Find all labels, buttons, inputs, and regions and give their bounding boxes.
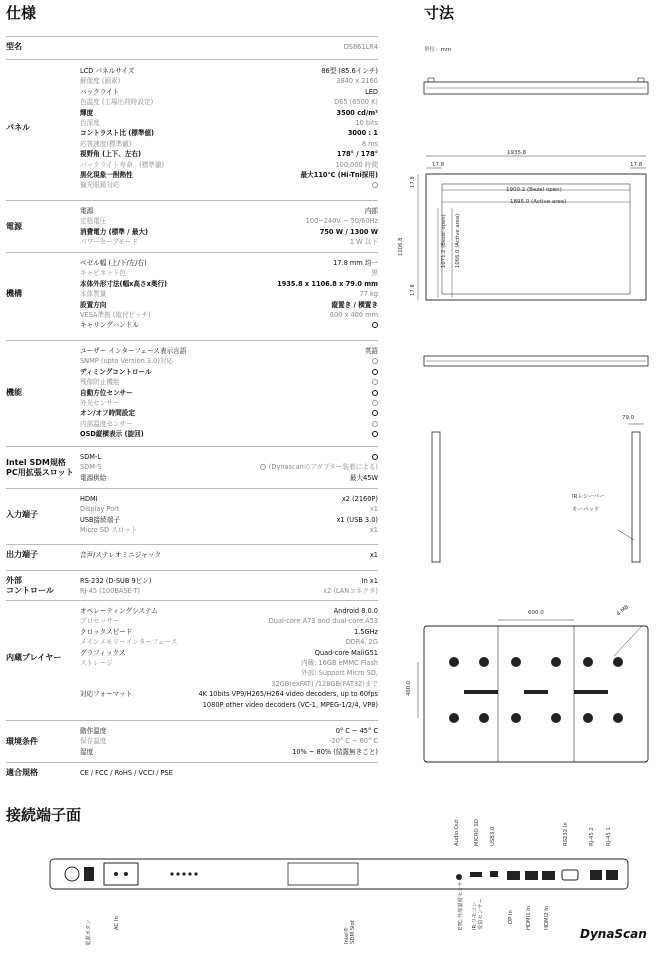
spec-value: [372, 429, 378, 439]
spec-row: [80, 586, 378, 596]
spec-label: USB接続端子: [80, 515, 120, 524]
section-title: 電源: [6, 221, 22, 231]
port-dp-in-label: DP In: [508, 910, 514, 924]
spec-label: バックライト: [80, 87, 120, 96]
spec-value: 10% ~ 80% (結露無きこと): [292, 747, 378, 756]
spec-label: 動作温度: [80, 727, 107, 735]
spec-row: [80, 118, 378, 128]
spec-row: [80, 616, 378, 626]
spec-row: [80, 300, 378, 310]
spec-row: [80, 160, 378, 170]
supported-circle-icon: [372, 322, 378, 328]
spec-label: 湿度: [80, 747, 94, 756]
port-ir-sensor-label: IR:リモコン 受信センサー: [472, 898, 484, 930]
port-audio-out-label: Audio Out: [454, 819, 460, 846]
spec-row: [80, 504, 378, 514]
spec-label: 残像防止機能: [80, 378, 120, 387]
spec-row: [80, 747, 378, 757]
spec-row: [80, 658, 378, 668]
spec-label: 色温度 (工場出荷時設定): [80, 98, 154, 107]
spec-row: [80, 237, 378, 247]
spec-row: [80, 377, 378, 387]
spec-value: x2 (2160P): [341, 495, 378, 503]
dim-total-height: 1106.8: [398, 237, 404, 256]
spec-label: 電源供給: [80, 473, 107, 482]
spec-value: [372, 398, 378, 408]
section-title: 機構: [6, 289, 22, 299]
spec-value: 3840 x 2160: [336, 77, 378, 86]
spec-label: ベゼル幅 (上/下/左/右): [80, 259, 147, 267]
spec-row: [80, 726, 378, 736]
spec-label: VESA準拠 (取付ピッチ): [80, 311, 151, 319]
spec-value: [372, 367, 378, 377]
section-title: 型名: [6, 42, 22, 52]
spec-label: キャリングハンドル: [80, 321, 139, 330]
spec-row: [80, 679, 378, 689]
spec-value: [372, 419, 378, 429]
spec-value: 4K 10bits VP9/H265/H264 video decoders, up to 60fps: [198, 690, 378, 699]
spec-value: [372, 452, 378, 462]
spec-row: [80, 356, 378, 366]
section-divider: [6, 544, 378, 545]
section-divider: [6, 59, 378, 60]
port-power-button-label: 電源ボタン: [86, 919, 92, 946]
port-etc-sensor-label: ETC:外部温度センサー: [458, 875, 464, 930]
spec-label: 電源: [80, 207, 94, 215]
top-view-drawing: [424, 76, 650, 98]
spec-row: [80, 258, 378, 268]
spec-value: x1: [369, 551, 378, 559]
dim-screw: 4-M8: [615, 604, 631, 618]
spec-label: クロックスピード: [80, 627, 133, 636]
units-label: 単位：mm: [424, 47, 452, 53]
spec-row: [80, 768, 378, 778]
spec-label: CE / FCC / RoHS / VCCI / PSE: [80, 769, 173, 777]
spec-value: 17.8 mm 均一: [333, 259, 378, 267]
spec-row: [80, 108, 378, 118]
spec-value: 英語: [364, 347, 378, 355]
spec-row: [80, 227, 378, 237]
section-divider: [6, 570, 378, 571]
spec-label: 本体質量: [80, 290, 107, 299]
spec-value: 32GB(exFAT) /128GB(FAT32)まで: [271, 679, 378, 688]
spec-row: [80, 398, 378, 408]
section-divider: [6, 600, 378, 601]
spec-value: [372, 320, 378, 330]
spec-label: RS-232 (D-SUB 9ピン): [80, 577, 152, 585]
spec-value: 750 W / 1300 W: [319, 227, 378, 236]
spec-row: [80, 515, 378, 525]
spec-value: [372, 408, 378, 418]
spec-value: In x1: [361, 577, 378, 585]
spec-label: 自動方位センサー: [80, 388, 133, 397]
dim-bezel-bottom: 17.8: [410, 284, 416, 296]
spec-row: [80, 268, 378, 278]
spec-row: [80, 97, 378, 107]
section-divider: [6, 720, 378, 721]
spec-label: SDM-L: [80, 453, 102, 461]
section-divider: [6, 340, 378, 341]
spec-label: 偏光眼鏡対応: [80, 181, 120, 190]
spec-row: [80, 429, 378, 439]
spec-value: 内部: [364, 207, 378, 215]
section-divider: [6, 252, 378, 253]
spec-row: [80, 216, 378, 226]
dim-vesa-width: 600.0: [528, 610, 544, 616]
spec-label: Display Port: [80, 505, 120, 514]
spec-row: [80, 388, 378, 398]
dim-total-width: 1935.8: [507, 150, 527, 156]
spec-label: 設置方向: [80, 300, 107, 309]
bottom-view-drawing: [424, 354, 650, 370]
spec-value: 178° / 178°: [336, 150, 378, 159]
spec-row: [80, 310, 378, 320]
spec-value: [260, 462, 378, 472]
spec-row: [80, 180, 378, 190]
spec-row: [80, 279, 378, 289]
spec-value: DDR4, 2G: [345, 638, 378, 647]
spec-label: 輝度: [80, 108, 94, 117]
spec-value: 600 x 400 mm: [329, 311, 378, 319]
spec-label: プロセッサー: [80, 617, 120, 626]
section-title: 機能: [6, 387, 22, 397]
supported-circle-icon: [372, 369, 378, 375]
spec-row: [80, 494, 378, 504]
spec-row: [80, 462, 378, 472]
section-divider: [6, 488, 378, 489]
spec-row: [80, 668, 378, 678]
spec-label: ディミングコントロール: [80, 367, 152, 376]
spec-value: LED: [365, 87, 378, 96]
spec-value: 1935.8 x 1106.8 x 79.0 mm: [277, 279, 378, 288]
spec-row: [80, 689, 378, 699]
spec-label: グラフィックス: [80, 648, 126, 657]
spec-value: Android 8.0.0: [333, 607, 378, 615]
spec-value: [372, 356, 378, 366]
spec-heading: 仕様: [6, 4, 37, 22]
spec-row: [80, 320, 378, 330]
port-sdm-slot-label: Intel® SDM Slot: [344, 920, 356, 944]
spec-value: 3500 cd/m²: [336, 108, 378, 117]
spec-value: [372, 377, 378, 387]
spec-label: Micro SD スロット: [80, 526, 138, 535]
section-title: 外部 コントロール: [6, 576, 54, 596]
port-rj45-2-label: RJ-45 2: [589, 827, 595, 846]
spec-label: 黒化現象一酎熱性: [80, 171, 133, 179]
spec-value: 最大45W: [349, 473, 378, 482]
dim-active-height: 1066.0 (Active area): [455, 213, 461, 268]
spec-label: オペレーティングシステム: [80, 607, 158, 615]
ir-receiver-label: IRレシーバー: [572, 494, 605, 500]
supported-circle-icon: [372, 431, 378, 437]
dim-active-width: 1895.0 (Active area): [510, 199, 567, 205]
dynascan-logo: DynaScan: [580, 927, 647, 941]
section-title: Intel SDM規格 PC用拡張スロット: [6, 457, 74, 477]
spec-label: ユーザー インターフェース表示言語: [80, 347, 187, 355]
spec-value: x1 (USB 3.0): [336, 515, 378, 524]
spec-value: 黒: [371, 269, 378, 278]
spec-label: 定格電圧: [80, 217, 107, 226]
spec-row: [80, 576, 378, 586]
spec-value: D65 (6500 K): [334, 98, 378, 107]
spec-row: [80, 550, 378, 560]
supported-circle-icon: [372, 379, 378, 385]
spec-value: 10 bits: [355, 119, 378, 127]
spec-label: SDM-S: [80, 463, 102, 472]
spec-value: 0° C ~ 45° C: [335, 727, 378, 735]
spec-label: ストレージ: [80, 659, 113, 667]
spec-row: [80, 648, 378, 658]
section-divider: [6, 446, 378, 447]
supported-circle-icon: [372, 182, 378, 188]
supported-circle-icon: [372, 410, 378, 416]
spec-row: [80, 149, 378, 159]
spec-row: [80, 452, 378, 462]
spec-label: LCD パネルサイズ: [80, 67, 135, 75]
spec-row: [80, 76, 378, 86]
supported-circle-icon: [372, 421, 378, 427]
spec-row: [80, 346, 378, 356]
dimensions-heading: 寸法: [424, 4, 455, 22]
spec-row: [80, 419, 378, 429]
spec-value: 外部: Support Micro SD,: [301, 669, 378, 678]
spec-row: [80, 128, 378, 138]
section-title: 適合規格: [6, 768, 38, 778]
section-divider: [6, 36, 378, 37]
spec-value: Dual-core A73 and dual-core A53: [268, 617, 378, 626]
spec-value: 8 ms: [361, 139, 378, 148]
spec-row: [80, 736, 378, 746]
dim-bezel-top: 17.8: [410, 176, 416, 188]
spec-label: 対応フォーマット: [80, 690, 133, 699]
spec-row: [80, 637, 378, 647]
port-usb-label: USB3.0: [490, 826, 496, 846]
spec-value: x2 (LANコネクタ): [323, 587, 378, 596]
keypad-label: キーパッド: [572, 507, 600, 513]
supported-circle-icon: [372, 358, 378, 364]
spec-label: 外光センサー: [80, 399, 120, 407]
spec-value: DS861LR4: [343, 43, 378, 51]
spec-label: 音声/ステレオミニジャック: [80, 551, 161, 559]
spec-value: Quad-core MaliG51: [314, 648, 378, 657]
spec-row: [80, 87, 378, 97]
spec-value: 1 W 以下: [349, 238, 378, 247]
spec-value: [372, 180, 378, 190]
side-views-drawing: [428, 420, 658, 570]
supported-circle-icon: [372, 390, 378, 396]
spec-value: [372, 388, 378, 398]
spec-value: x1: [369, 526, 378, 535]
spec-row: [80, 66, 378, 76]
spec-row: [80, 289, 378, 299]
ports-heading: 接続端子面: [6, 806, 82, 824]
spec-row: [80, 206, 378, 216]
spec-label: HDMI: [80, 495, 98, 503]
spec-label: 保存温度: [80, 737, 107, 746]
spec-value: 縦置き / 横置き: [331, 300, 378, 309]
spec-label: 本体外形寸法(幅x高さx奥行): [80, 279, 168, 288]
spec-label: パワーセーブモード: [80, 238, 139, 247]
spec-label: コントラスト比 (標準値): [80, 129, 155, 138]
spec-value: 86型 (85.6インチ): [321, 67, 378, 75]
spec-label: メインメモリーインターフェース: [80, 638, 178, 647]
spec-value: 1080P other video decoders (VC-1, MPEG-1/2/4, VP8): [202, 700, 378, 709]
section-title: 出力端子: [6, 550, 38, 560]
spec-label: 解像度 (画素): [80, 77, 121, 86]
spec-label: バックライト寿命 (標準値): [80, 160, 165, 169]
section-title: 入力端子: [6, 509, 38, 519]
spec-label: キャビネット色: [80, 269, 127, 278]
spec-label: RJ-45 (100BASE-T): [80, 587, 141, 596]
spec-label: 視野角 (上下、左右): [80, 150, 142, 159]
spec-value: 1.5GHz: [353, 627, 378, 636]
spec-label: 内部温度センサー: [80, 419, 133, 428]
dim-depth: 79.0: [622, 415, 635, 421]
spec-label: オン/オフ時間設定: [80, 409, 135, 418]
spec-value: 内蔵: 16GB eMMC Flash: [300, 659, 378, 667]
section-title: 環境条件: [6, 736, 38, 746]
spec-row: [80, 139, 378, 149]
supported-circle-icon: [260, 464, 266, 470]
port-hdmi2-label: HDMI2 In: [544, 905, 550, 930]
spec-value: x1: [369, 505, 378, 514]
port-rs232-label: RS232 In: [563, 822, 569, 846]
section-divider: [6, 200, 378, 201]
spec-value: 77 kg: [359, 290, 378, 299]
supported-circle-icon: [372, 400, 378, 406]
spec-value: 100~240V ~ 50/60Hz: [305, 217, 378, 226]
port-micro-sd-label: MICRO SD: [474, 819, 480, 846]
spec-row: [80, 606, 378, 616]
dim-bezel-left: 17.8: [432, 162, 445, 168]
spec-value: -20° C ~ 60° C: [329, 737, 378, 746]
spec-label: 応答速度(標準値): [80, 139, 132, 148]
port-hdmi1-label: HDMI1 In: [526, 905, 532, 930]
dim-bezel-right: 17.8: [630, 162, 643, 168]
section-divider: [6, 762, 378, 763]
spec-value: 100,000 時間: [335, 160, 378, 169]
dim-bezel-open-height: 1071.2 (Bezel open): [441, 214, 447, 268]
spec-row: [80, 367, 378, 377]
spec-row: [80, 700, 378, 710]
port-ac-in-label: AC In: [114, 916, 120, 930]
spec-row: [80, 170, 378, 180]
spec-label: OSD縦横表示 (旋回): [80, 430, 144, 439]
port-rj45-1-label: RJ-45 1: [606, 827, 612, 846]
spec-row: [80, 408, 378, 418]
spec-value: 最大110℃ (Hi-Tni採用): [300, 171, 378, 179]
spec-value: 3000 : 1: [347, 129, 378, 138]
spec-note: (Dynascanのアダプター装着による): [268, 463, 378, 472]
spec-label: 色深度: [80, 119, 100, 127]
spec-row: [80, 42, 378, 52]
rear-view-drawing: [424, 606, 654, 766]
section-title: パネル: [6, 123, 30, 133]
spec-row: [80, 473, 378, 483]
spec-label: 消費電力 (標準 / 最大): [80, 227, 149, 236]
connection-panel-drawing: [50, 857, 630, 893]
dim-bezel-open-width: 1900.2 (Bezel open): [506, 187, 562, 193]
supported-circle-icon: [372, 454, 378, 460]
spec-label: SNMP (upto Version 3.0)対応: [80, 357, 174, 366]
spec-row: [80, 525, 378, 535]
spec-row: [80, 627, 378, 637]
dim-vesa-height: 400.0: [406, 680, 412, 696]
section-title: 内蔵プレイヤー: [6, 653, 62, 662]
